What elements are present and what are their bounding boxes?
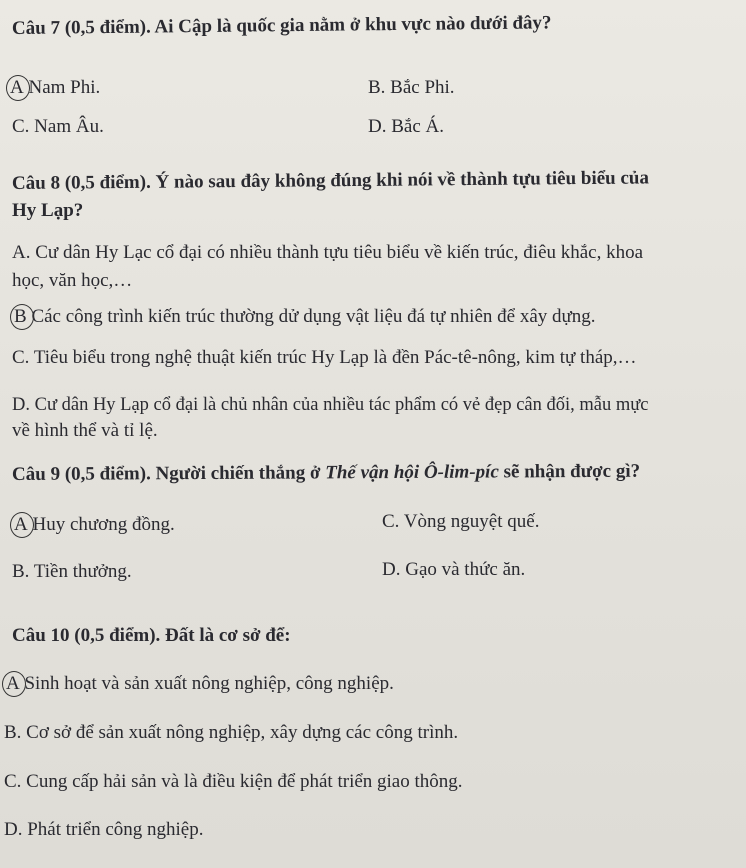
- q9-option-a: [14, 513, 175, 537]
- q8-option-a-line-2: học, văn học,…: [12, 270, 133, 291]
- q7-option-b: B. Bắc Phi.: [368, 77, 455, 98]
- q7-option-a-circled-letter: A: [10, 77, 24, 98]
- q8-option-b-circled-letter: B: [14, 306, 27, 327]
- q9-option-a-text: Huy chương đồng.: [27, 514, 175, 535]
- q8-option-b: [14, 305, 596, 329]
- q8-option-d-line-2: về hình thể và tỉ lệ.: [12, 420, 158, 441]
- q10-option-c: C. Cung cấp hải sản và là điều kiện để phát triển giao thông.: [4, 771, 463, 792]
- question-9: [12, 460, 640, 487]
- q9-option-c: C. Vòng nguyệt quế.: [382, 511, 540, 532]
- q8-option-c: C. Tiêu biểu trong nghệ thuật kiến trúc Hy Lạp là đền Pác-tê-nông, kim tự tháp,…: [12, 347, 637, 368]
- q7-option-d: D. Bắc Á.: [368, 116, 444, 137]
- question-9-italic: Thế vận hội Ô-lim-píc: [325, 461, 499, 484]
- q7-option-c: C. Nam Âu.: [12, 116, 104, 137]
- question-9-prefix: Câu 9 (0,5 điểm). Người chiến thắng ở: [11, 462, 326, 485]
- question-9-suffix: sẽ nhận được gì?: [498, 460, 641, 483]
- q10-option-a-circled-letter: A: [6, 673, 20, 694]
- q9-option-b: B. Tiền thưởng.: [12, 561, 132, 582]
- q9-option-d: D. Gạo và thức ăn.: [382, 559, 526, 580]
- q10-option-d: D. Phát triển công nghiệp.: [4, 819, 204, 840]
- q9-option-a-circled-letter: A: [14, 514, 28, 535]
- question-7: Câu 7 (0,5 điểm). Ai Cập là quốc gia nằm ở khu vực nào dưới đây?: [11, 12, 552, 39]
- q10-option-a: [6, 672, 394, 696]
- question-8-line-2: Hy Lạp?: [12, 200, 84, 221]
- question-8-line-1: Câu 8 (0,5 điểm). Ý nào sau đây không đúng khi nói về thành tựu tiêu biểu của: [11, 167, 650, 194]
- q8-option-a-line-1: A. Cư dân Hy Lạc cổ đại có nhiều thành tựu tiêu biểu về kiến trúc, điêu khắc, khoa: [12, 242, 644, 263]
- q7-option-a: [10, 76, 100, 100]
- q10-option-b: B. Cơ sở để sản xuất nông nghiệp, xây dựng các công trình.: [4, 722, 459, 743]
- q8-option-d-line-1: D. Cư dân Hy Lạp cổ đại là chủ nhân của nhiều tác phẩm có vẻ đẹp cân đối, mẫu mực: [12, 395, 649, 415]
- question-10: Câu 10 (0,5 điểm). Đất là cơ sở để:: [12, 625, 291, 646]
- q10-option-a-text: Sinh hoạt và sản xuất nông nghiệp, công nghiệp.: [19, 673, 394, 694]
- q8-option-b-text: Các công trình kiến trúc thường dử dụng vật liệu đá tự nhiên để xây dựng.: [26, 306, 596, 327]
- q7-option-a-text: Nam Phi.: [23, 77, 101, 98]
